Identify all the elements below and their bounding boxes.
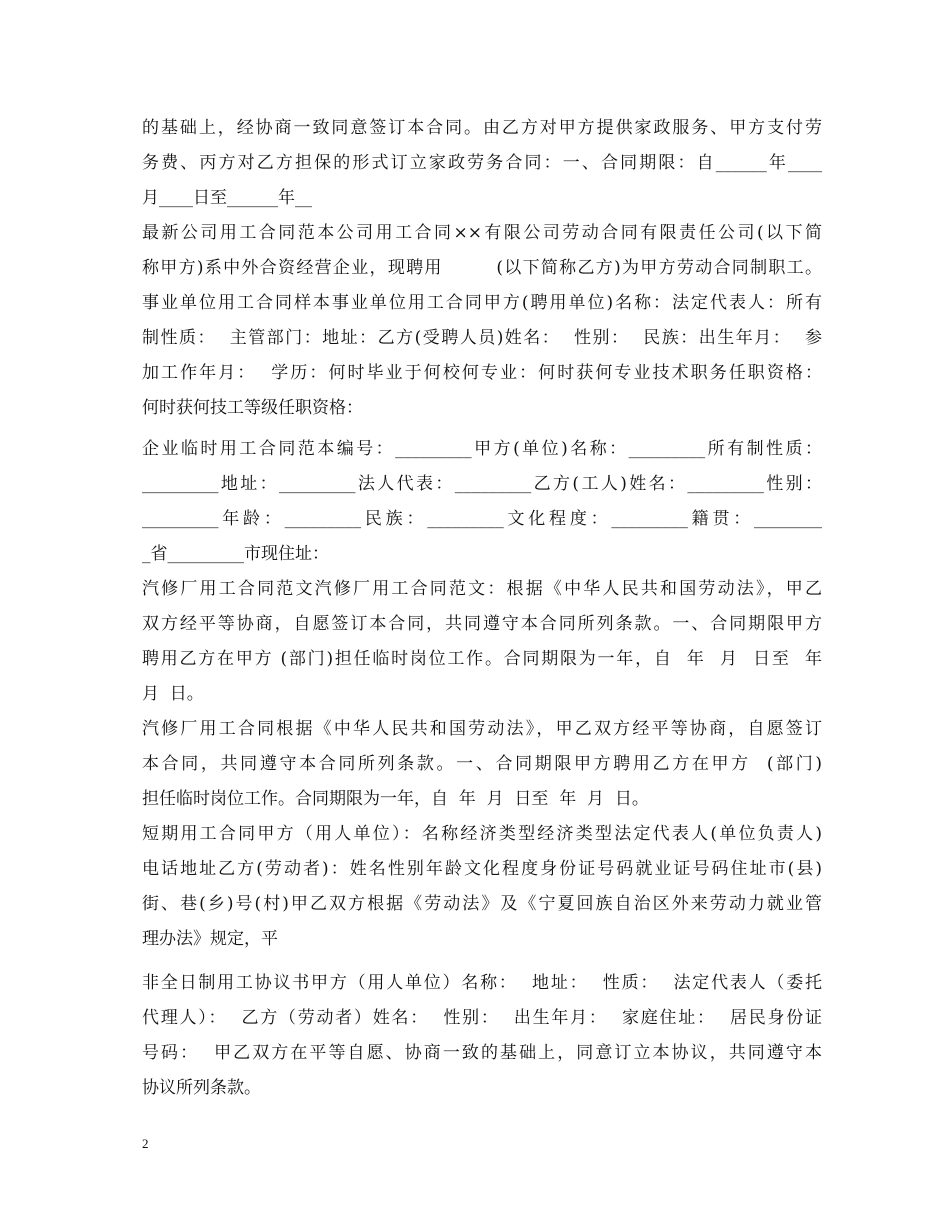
- text-line: 聘用乙方在甲方 (部门)担任临时岗位工作。合同期限为一年，自 年 月 日至 年: [142, 649, 822, 669]
- text-line: 汽修厂用工合同范文汽修厂用工合同范文：根据《中华人民共和国劳动法》，甲乙: [142, 579, 822, 599]
- text-line: 加工作年月： 学历：何时毕业于何校何专业：何时获何专业技术职务任职资格：: [142, 363, 822, 383]
- text-line: _省_________市现住址：: [142, 544, 329, 564]
- text-line: 街、巷(乡)号(村)甲乙双方根据《劳动法》及《宁夏回族自治区外来劳动力就业管: [142, 894, 822, 914]
- text-line: 的基础上，经协商一致同意签订本合同。由乙方对甲方提供家政服务、甲方支付劳: [142, 118, 822, 138]
- text-line: 务费、丙方对乙方担保的形式订立家政劳务合同：一、合同期限：自______年____: [142, 153, 822, 173]
- text-line: _________地址：_________法人代表：_________乙方(工人)姓名：_________性别：: [142, 474, 822, 494]
- text-line: 担任临时岗位工作。合同期限为一年，自 年 月 日至 年 月 日。: [142, 789, 649, 809]
- text-line: _________年龄：_________民族：_________文化程度：_________籍贯：________: [142, 509, 822, 529]
- text-line: 称甲方)系中外合资经营企业，现聘用 (以下简称乙方)为甲方劳动合同制职工。: [142, 258, 822, 278]
- text-line: 双方经平等协商，自愿签订本合同，共同遵守本合同所列条款。一、合同期限甲方: [142, 614, 822, 634]
- text-line: 短期用工合同甲方（用人单位）：名称经济类型经济类型法定代表人(单位负责人): [142, 824, 822, 844]
- text-line: 事业单位用工合同样本事业单位用工合同甲方(聘用单位)名称：法定代表人：所有: [142, 293, 822, 313]
- text-line: 制性质： 主管部门：地址：乙方(受聘人员)姓名： 性别： 民族：出生年月： 参: [142, 328, 822, 348]
- text-line: 本合同，共同遵守本合同所列条款。一、合同期限甲方聘用乙方在甲方 (部门): [142, 754, 822, 774]
- text-line: 代理人）： 乙方（劳动者）姓名： 性别： 出生年月： 家庭住址： 居民身份证: [142, 1008, 822, 1028]
- text-line: 何时获何技工等级任职资格：: [142, 398, 363, 418]
- text-line: 最新公司用工合同范本公司用工合同××有限公司劳动合同有限责任公司(以下简: [142, 223, 822, 243]
- text-line: 理办法》规定，平: [142, 929, 278, 949]
- text-line: 电话地址乙方(劳动者)：姓名性别年龄文化程度身份证号码就业证号码住址市(县): [142, 859, 822, 879]
- text-line: 非全日制用工协议书甲方（用人单位）名称： 地址： 性质： 法定代表人（委托: [142, 973, 822, 993]
- text-line: 汽修厂用工合同根据《中华人民共和国劳动法》，甲乙双方经平等协商，自愿签订: [142, 719, 822, 739]
- text-line: 企业临时用工合同范本编号：_________甲方(单位)名称：_________所有制性质：: [142, 439, 822, 459]
- page-number: 2: [142, 1136, 149, 1151]
- text-line: 号码： 甲乙双方在平等自愿、协商一致的基础上，同意订立本协议，共同遵守本: [142, 1043, 822, 1063]
- text-line: 月 日。: [142, 684, 204, 704]
- text-line: 协议所列条款。: [142, 1078, 261, 1098]
- text-line: 月____日至______年__: [142, 188, 312, 208]
